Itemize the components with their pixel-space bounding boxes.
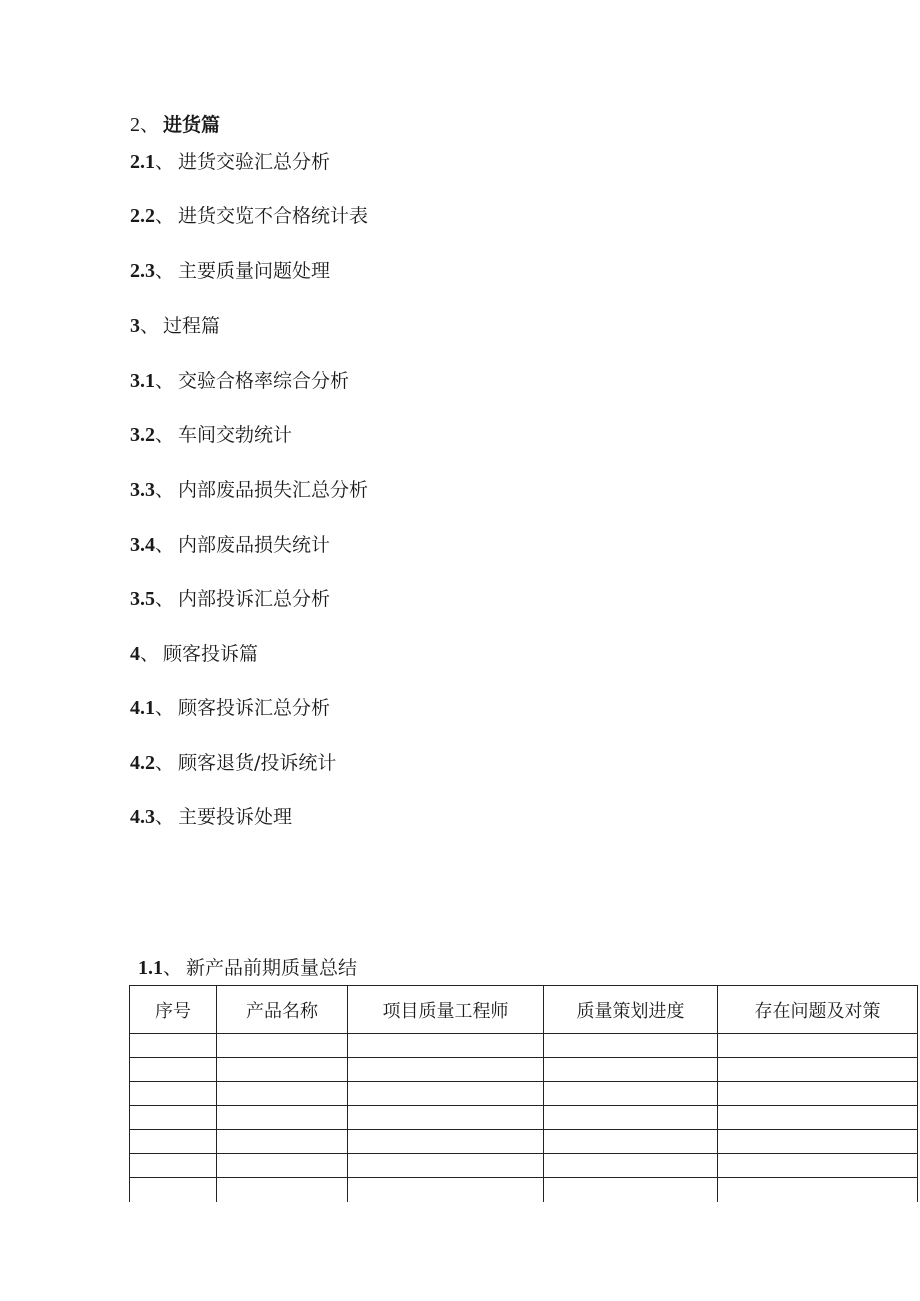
table-cell xyxy=(348,1178,544,1203)
table-cell xyxy=(544,1130,718,1154)
table-cell xyxy=(130,1130,217,1154)
table-cell xyxy=(544,1034,718,1058)
table-cell xyxy=(130,1178,217,1203)
table-cell xyxy=(718,1082,918,1106)
table-cell xyxy=(544,1082,718,1106)
table-cell xyxy=(544,1058,718,1082)
column-header-issues-countermeasures: 存在问题及对策 xyxy=(718,986,918,1034)
table-cell xyxy=(130,1106,217,1130)
table-row xyxy=(130,1130,918,1154)
table-cell xyxy=(217,1106,348,1130)
toc-entry-2: 2、 进货篇 xyxy=(130,114,221,136)
table-cell xyxy=(348,1034,544,1058)
toc-entry-4-2: 4.2、 顾客退货/投诉统计 xyxy=(130,752,337,774)
toc-entry-4-3: 4.3、 主要投诉处理 xyxy=(130,806,293,828)
table-cell xyxy=(544,1154,718,1178)
toc-entry-2-1: 2.1、 进货交验汇总分析 xyxy=(130,151,331,173)
new-product-quality-table xyxy=(129,985,918,1202)
table-cell xyxy=(217,1034,348,1058)
table-cell xyxy=(544,1106,718,1130)
table-cell xyxy=(130,1154,217,1178)
toc-entry-3-1: 3.1、 交验合格率综合分析 xyxy=(130,370,350,392)
table-cell xyxy=(544,1178,718,1203)
table-header-row xyxy=(130,986,918,1034)
toc-entry-4-1: 4.1、 顾客投诉汇总分析 xyxy=(130,697,331,719)
table-row xyxy=(130,1154,918,1178)
table-cell xyxy=(130,1082,217,1106)
table-caption: 1.1、 新产品前期质量总结 xyxy=(138,957,358,979)
table-row xyxy=(130,1106,918,1130)
column-header-serial: 序号 xyxy=(130,986,217,1034)
table-cell xyxy=(348,1058,544,1082)
table-cell xyxy=(130,1034,217,1058)
table-cell xyxy=(718,1058,918,1082)
table-cell xyxy=(348,1130,544,1154)
table-cell xyxy=(718,1154,918,1178)
table-cell xyxy=(718,1106,918,1130)
table-row xyxy=(130,1058,918,1082)
table-cell xyxy=(217,1058,348,1082)
toc-entry-3-4: 3.4、 内部废品损失统计 xyxy=(130,534,331,556)
toc-entry-3-5: 3.5、 内部投诉汇总分析 xyxy=(130,588,331,610)
table-cell xyxy=(217,1082,348,1106)
column-header-product-name: 产品名称 xyxy=(217,986,348,1034)
table-cell xyxy=(718,1178,918,1203)
table-row xyxy=(130,1178,918,1203)
toc-entry-2-3: 2.3、 主要质量问题处理 xyxy=(130,260,331,282)
table-cell xyxy=(348,1154,544,1178)
table-cell xyxy=(217,1178,348,1203)
toc-entry-3-3: 3.3、 内部废品损失汇总分析 xyxy=(130,479,369,501)
table-row xyxy=(130,1034,918,1058)
toc-entry-4: 4、 顾客投诉篇 xyxy=(130,643,259,665)
table-cell xyxy=(348,1106,544,1130)
column-header-quality-engineer: 项目质量工程师 xyxy=(348,986,544,1034)
table-cell xyxy=(130,1058,217,1082)
table-row xyxy=(130,1082,918,1106)
column-header-planning-progress: 质量策划进度 xyxy=(544,986,718,1034)
table-cell xyxy=(348,1082,544,1106)
table-cell xyxy=(718,1034,918,1058)
toc-entry-3: 3、 过程篇 xyxy=(130,315,221,337)
toc-entry-3-2: 3.2、 车间交勃统计 xyxy=(130,424,293,446)
table-cell xyxy=(217,1154,348,1178)
table-cell xyxy=(718,1130,918,1154)
table-cell xyxy=(217,1130,348,1154)
toc-entry-2-2: 2.2、 进货交览不合格统计表 xyxy=(130,205,369,227)
